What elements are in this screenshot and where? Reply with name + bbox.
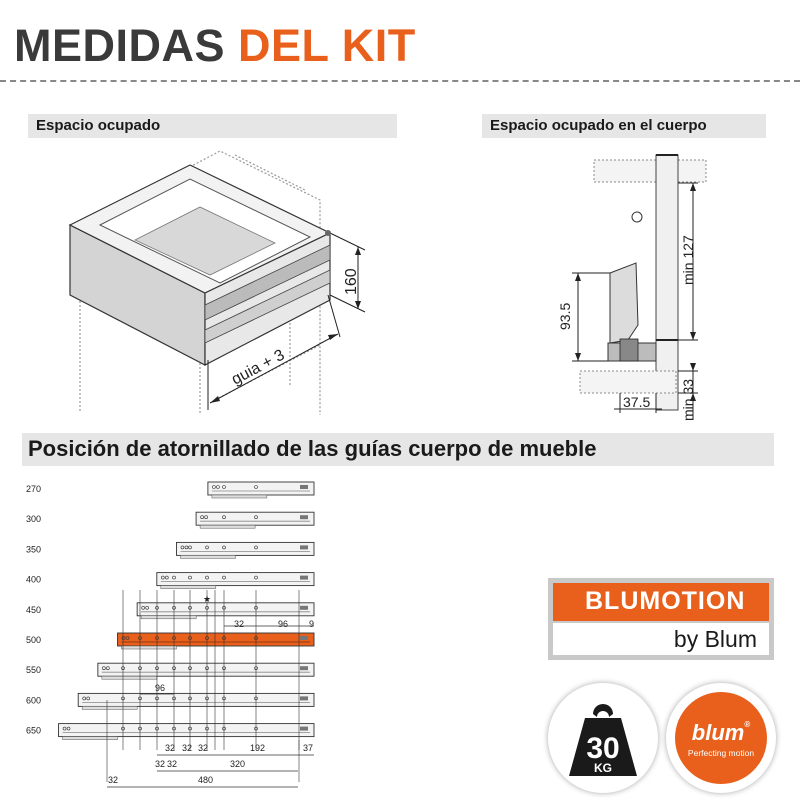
guide-rail-end [300, 636, 308, 640]
body-diagram [548, 145, 778, 425]
title-part2: DEL KIT [238, 20, 416, 71]
guide-rail-end [300, 576, 308, 580]
guide-rail-end [300, 666, 308, 670]
guide-rail-end [300, 606, 308, 610]
guide-rail [137, 603, 314, 616]
weight-icon [557, 692, 649, 784]
body-width-label: 37.5 [623, 394, 651, 410]
guide-rail [98, 663, 314, 676]
section-occupied-space: Espacio ocupado [28, 114, 397, 138]
guide-rail [59, 724, 314, 737]
guide-rail-foot [200, 525, 255, 528]
guide-rail-end [300, 485, 308, 489]
dim-label: 32 [165, 743, 176, 753]
guide-rail [78, 693, 314, 706]
guide-length-label: 500 [26, 635, 42, 645]
guide-rail-end [300, 696, 308, 700]
star-marker: ★ [203, 594, 212, 604]
guide-length-label: 300 [26, 514, 42, 525]
guide-rail [118, 633, 315, 646]
title-divider [0, 80, 800, 82]
drawer-depth-label: guia + 3 [228, 346, 288, 389]
guide-rail-foot [141, 616, 196, 619]
section-body-space: Espacio ocupado en el cuerpo [482, 114, 766, 138]
blum-logo-badge [666, 683, 776, 793]
dim-label: 32 [155, 759, 166, 769]
guide-rail-foot [63, 737, 118, 740]
page-title [14, 22, 416, 70]
dim-label: 480 [198, 775, 214, 785]
guide-rail-foot [161, 586, 216, 589]
guide-rail-foot [212, 495, 267, 498]
guide-rail [157, 573, 314, 586]
guide-rail-foot [180, 555, 235, 558]
body-min-top-label: min 127 [680, 235, 696, 285]
guide-rail-foot [122, 646, 177, 649]
dim-label: 320 [230, 759, 246, 769]
guide-length-label: 450 [26, 604, 42, 615]
blumotion-by: by Blum [553, 623, 769, 655]
guide-rail-foot [82, 706, 137, 709]
guide-length-label: 550 [26, 665, 42, 676]
dim-label: 37 [303, 743, 314, 753]
blumotion-name: BLUMOTION [553, 583, 769, 621]
guide-rail-foot [102, 676, 157, 679]
dim-label: 32 [167, 759, 178, 769]
guides-diagram [0, 470, 545, 800]
dim-label: 96 [155, 683, 166, 693]
blumotion-badge [548, 578, 774, 660]
section-screw-position: Posición de atornillado de las guías cuerpo de mueble [22, 433, 774, 466]
drawer-height-label: 160 [343, 268, 360, 295]
dim-label: 32 [234, 619, 245, 629]
guide-rail-end [300, 727, 308, 731]
drawer-diagram [60, 145, 400, 420]
dim-label: 9 [309, 619, 315, 629]
dim-label: 32 [182, 743, 193, 753]
guide-length-label: 350 [26, 544, 42, 555]
body-height-label: 93.5 [557, 302, 573, 330]
dim-label: 32 [108, 775, 119, 785]
dim-label: 96 [278, 619, 289, 629]
weight-badge [548, 683, 658, 793]
guide-length-label: 650 [26, 725, 42, 736]
dim-label: 32 [198, 743, 209, 753]
guide-rail-end [300, 515, 308, 519]
weight-unit: KG [594, 761, 612, 775]
guide-rail [176, 542, 314, 555]
guide-rail-end [300, 545, 308, 549]
guide-length-label: 600 [26, 695, 42, 706]
guide-length-label: 270 [26, 484, 42, 494]
title-part1: MEDIDAS [14, 20, 226, 71]
blum-logo [675, 692, 767, 784]
body-min-bottom-label: min 33 [680, 378, 696, 421]
registered-icon: ® [744, 720, 751, 729]
weight-value: 30 [586, 732, 620, 765]
dim-label: 192 [250, 743, 266, 753]
blum-logo-name: blum [691, 720, 745, 745]
blum-slogan: Perfecting motion [687, 748, 755, 758]
guide-length-label: 400 [26, 574, 42, 585]
